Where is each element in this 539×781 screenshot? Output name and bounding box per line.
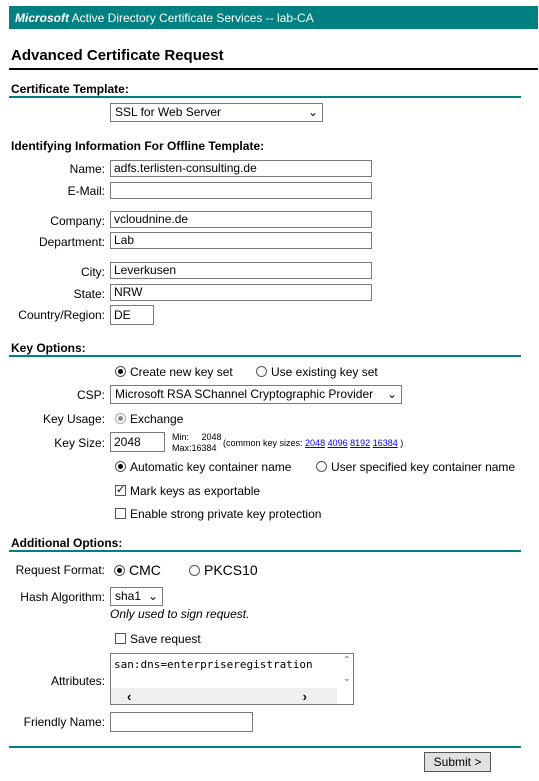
hash-note: Only used to sign request.: [110, 607, 250, 621]
hash-algorithm-label: Hash Algorithm:: [20, 590, 105, 604]
city-label: City:: [81, 265, 105, 279]
section-heading-key-options: Key Options:: [11, 341, 86, 355]
country-label: Country/Region:: [18, 308, 105, 322]
scroll-down-icon[interactable]: ⌄: [342, 673, 351, 684]
city-field[interactable]: Leverkusen: [110, 262, 372, 279]
key-size-link-2048[interactable]: 2048: [305, 438, 326, 448]
friendly-name-field[interactable]: [110, 712, 253, 732]
csp-select[interactable]: [110, 385, 402, 404]
mark-exportable-label: Mark keys as exportable: [130, 484, 261, 498]
save-request-label: Save request: [130, 632, 201, 646]
section-heading-additional: Additional Options:: [11, 536, 123, 550]
section-heading-template: Certificate Template:: [11, 82, 129, 96]
name-label: Name:: [69, 162, 105, 176]
use-existing-key-label: Use existing key set: [271, 365, 378, 379]
strong-protection-label: Enable strong private key protection: [130, 507, 322, 521]
department-field[interactable]: Lab: [110, 232, 372, 249]
create-new-key-label: Create new key set: [130, 365, 233, 379]
department-label: Department:: [38, 235, 105, 249]
name-field[interactable]: adfs.terlisten-consulting.de: [110, 160, 372, 177]
auto-container-radio[interactable]: [115, 461, 126, 472]
exchange-radio[interactable]: [115, 413, 126, 424]
section-divider: [9, 96, 521, 98]
key-size-min: [172, 432, 222, 442]
min-label: Min:: [172, 432, 190, 442]
scroll-left-icon[interactable]: ‹: [127, 689, 132, 704]
certificate-template-value: SSL for Web Server: [115, 105, 222, 119]
common-key-sizes: [223, 438, 403, 448]
attributes-textarea[interactable]: [110, 653, 354, 705]
email-label: E-Mail:: [67, 184, 105, 198]
user-container-radio[interactable]: [316, 461, 327, 472]
scroll-right-icon[interactable]: ›: [302, 689, 307, 704]
csp-value: Microsoft RSA SChannel Cryptographic Provider: [115, 387, 374, 401]
key-size-field[interactable]: 2048: [110, 432, 165, 452]
key-usage-label: Key Usage:: [42, 412, 105, 426]
company-label: Company:: [50, 214, 105, 228]
scroll-up-icon[interactable]: ⌃: [342, 655, 351, 666]
footer-divider: [9, 746, 521, 748]
key-size-max: Max:16384: [172, 443, 217, 453]
banner-text: Active Directory Certificate Services -- lab-CA: [71, 11, 314, 25]
pkcs10-radio[interactable]: [189, 565, 200, 576]
header-banner: [9, 6, 538, 29]
attributes-value: san:dns=enterpriseregistration: [114, 658, 313, 671]
key-size-label: Key Size:: [54, 436, 105, 450]
chevron-down-icon: ⌄: [147, 589, 158, 603]
create-new-key-radio[interactable]: [115, 366, 126, 377]
pkcs10-label: PKCS10: [204, 562, 258, 578]
key-size-link-8192[interactable]: 8192: [350, 438, 371, 448]
auto-container-label: Automatic key container name: [130, 460, 292, 474]
submit-button[interactable]: Submit >: [424, 752, 491, 772]
certificate-template-select[interactable]: [110, 103, 323, 122]
state-label: State:: [73, 287, 105, 301]
company-field[interactable]: vcloudnine.de: [110, 211, 372, 228]
section-heading-identity: Identifying Information For Offline Template:: [11, 139, 265, 153]
section-divider: [9, 355, 521, 357]
hash-algorithm-value: sha1: [115, 589, 142, 603]
section-divider: [9, 550, 521, 552]
state-field[interactable]: NRW: [110, 284, 372, 301]
common-sizes-prefix: (common key sizes:: [223, 438, 303, 448]
user-container-label: User specified key container name: [331, 460, 516, 474]
use-existing-key-radio[interactable]: [256, 366, 267, 377]
mark-exportable-checkbox[interactable]: [115, 485, 126, 496]
banner-title: [15, 11, 314, 25]
attributes-label: Attributes:: [50, 674, 105, 688]
cmc-label: CMC: [129, 562, 161, 578]
page-title: Advanced Certificate Request: [11, 47, 224, 64]
save-request-checkbox[interactable]: [115, 633, 126, 644]
key-size-link-4096[interactable]: 4096: [327, 438, 348, 448]
friendly-name-label: Friendly Name:: [23, 715, 105, 729]
brand-name: Microsoft: [15, 11, 69, 25]
chevron-down-icon: ⌄: [307, 105, 318, 119]
exchange-label: Exchange: [130, 412, 184, 426]
email-field[interactable]: [110, 182, 372, 199]
title-divider: [9, 68, 538, 70]
csp-label: CSP:: [76, 388, 105, 402]
key-size-link-16384[interactable]: 16384: [372, 438, 398, 448]
min-value: 2048: [201, 432, 222, 442]
country-field[interactable]: DE: [110, 305, 154, 325]
request-format-label: Request Format:: [15, 563, 105, 577]
cmc-radio[interactable]: [114, 565, 125, 576]
horizontal-scrollbar[interactable]: [111, 688, 337, 704]
hash-algorithm-select[interactable]: [110, 587, 163, 606]
strong-protection-checkbox[interactable]: [115, 508, 126, 519]
common-sizes-suffix: ): [400, 438, 404, 448]
chevron-down-icon: ⌄: [386, 387, 397, 401]
